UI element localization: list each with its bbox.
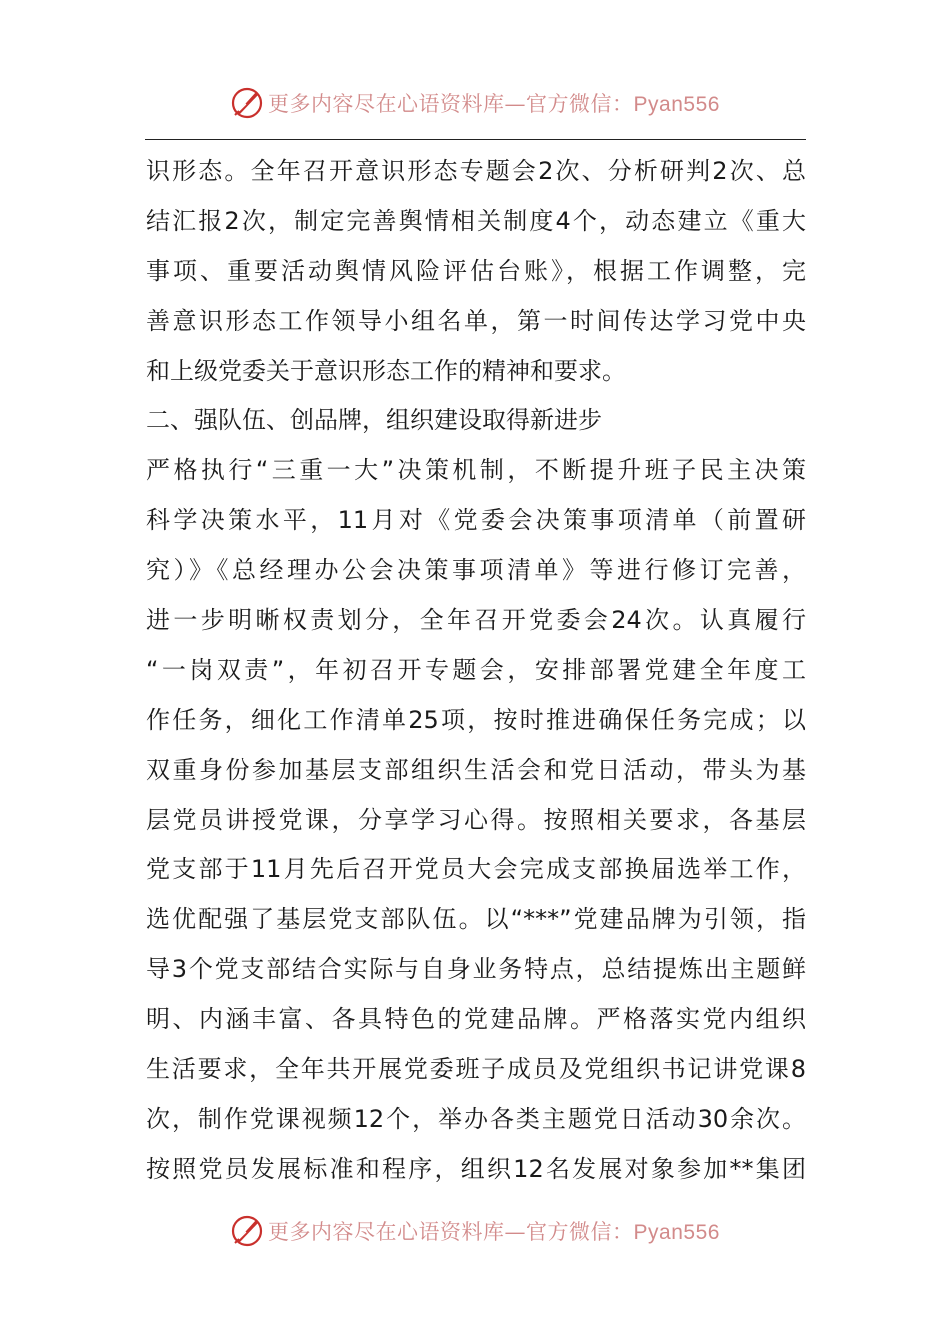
- text-line: 按照党员发展标准和程序，组织12名发展对象参加**集团: [146, 1154, 806, 1183]
- text-line: 结汇报2次，制定完善舆情相关制度4个，动态建立《重大: [146, 206, 806, 235]
- text-line: 双重身份参加基层支部组织生活会和党日活动，带头为基: [146, 755, 806, 784]
- watermark-text: 更多内容尽在心语资料库—官方微信：Pyan556: [268, 92, 720, 116]
- watermark-text: 更多内容尽在心语资料库—官方微信：Pyan556: [268, 1220, 720, 1244]
- footer-watermark: [0, 1211, 950, 1251]
- text-line: 和上级党委关于意识形态工作的精神和要求。: [146, 356, 626, 385]
- text-line: 选优配强了基层党支部队伍。以“***”党建品牌为引领，指: [146, 905, 806, 934]
- text-line: 党支部于11月先后召开党员大会完成支部换届选举工作，: [146, 855, 806, 884]
- text-line: 事项、重要活动舆情风险评估台账》，根据工作调整，完: [146, 256, 806, 285]
- document-body: [146, 147, 806, 1195]
- text-line: 生活要求，全年共开展党委班子成员及党组织书记讲党课8: [146, 1055, 806, 1084]
- text-line: “一岗双责”，年初召开专题会，安排部署党建全年度工: [146, 655, 806, 684]
- text-line: 明、内涵丰富、各具特色的党建品牌。严格落实党内组织: [146, 1005, 806, 1034]
- quill-pen-circle-icon: [230, 1214, 264, 1248]
- text-line: 导3个党支部结合实际与自身业务特点，总结提炼出主题鲜: [146, 955, 806, 984]
- text-line: 进一步明晰权责划分，全年召开党委会24次。认真履行: [146, 606, 806, 635]
- text-line: 作任务，细化工作清单25项，按时推进确保任务完成；以: [146, 705, 806, 734]
- text-line: 科学决策水平，11月对《党委会决策事项清单（前置研: [146, 506, 806, 535]
- wechat-id: Pyan556: [633, 1221, 720, 1244]
- header-watermark: [0, 83, 950, 123]
- text-line: 次，制作党课视频12个，举办各类主题党日活动30余次。: [146, 1104, 806, 1133]
- text-line: 识形态。全年召开意识形态专题会2次、分析研判2次、总: [146, 157, 806, 185]
- section-heading: 二、强队伍、创品牌，组织建设取得新进步: [146, 406, 602, 435]
- wechat-id: Pyan556: [633, 93, 720, 116]
- text-line: 层党员讲授党课，分享学习心得。按照相关要求，各基层: [146, 805, 806, 834]
- text-line: 严格执行“三重一大”决策机制，不断提升班子民主决策: [146, 456, 806, 485]
- text-line: 究）》《总经理办公会决策事项清单》等进行修订完善，: [146, 556, 806, 585]
- text-line: 善意识形态工作领导小组名单，第一时间传达学习党中央: [146, 306, 806, 335]
- quill-pen-circle-icon: [230, 86, 264, 120]
- header-divider: [145, 139, 806, 140]
